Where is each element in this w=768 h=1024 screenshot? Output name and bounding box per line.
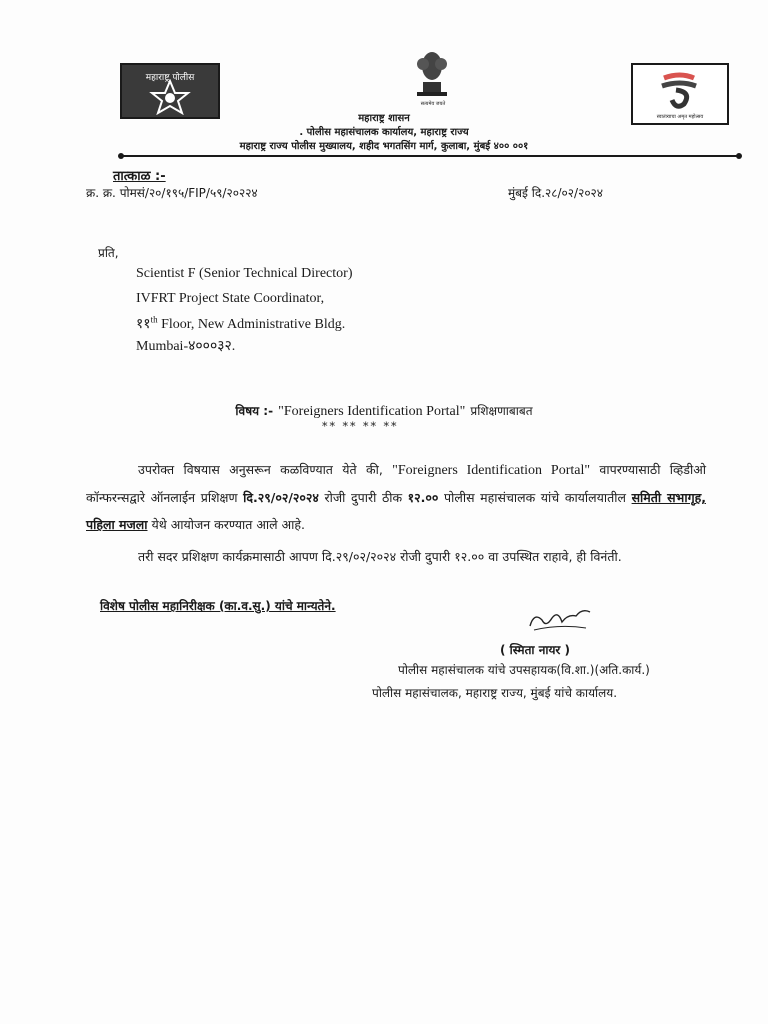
body-paragraph-2: तरी सदर प्रशिक्षण कार्यक्रमासाठी आपण दि.२९/०२/२०२४ रोजी दुपारी १२.०० वा उपस्थित राहावे, ही विनंती. [138,549,622,564]
recipient-line-4: Mumbai-४०००३२. [136,339,236,354]
subject-portal: "Foreigners Identification Portal" [278,404,466,419]
recipient-line-1: Scientist F (Senior Technical Director) [136,266,353,281]
emblem-motto: सत्यमेव जयते [420,101,446,107]
letterhead-office: . पोलीस महासंचालक कार्यालय, महाराष्ट्र राज्य [299,127,469,138]
recipient-line-3: ११th Floor, New Administrative Bldg. [136,314,346,332]
letterhead-address: महाराष्ट्र राज्य पोलीस मुख्यालय, शहीद भगतसिंग मार्ग, कुलाबा, मुंबई ४०० ००१ [239,141,529,152]
divider-dot-right [736,153,742,159]
training-time: १२.०० [407,490,439,505]
divider-dot-left [118,153,124,159]
letter-date: मुंबई दि.२८/०२/२०२४ [508,186,604,200]
subject-label: विषय :- [235,404,274,418]
subject-suffix: प्रशिक्षणाबाबत [470,404,533,418]
reference-number: क्र. क्र. पोमसं/२०/१९५/FIP/५९/२०२२४ [86,186,258,200]
training-date: दि.२९/०२/२०२४ [243,490,319,505]
letterhead-divider [120,155,740,157]
subject-line [0,400,768,420]
amrit-mahotsav-icon [650,70,710,110]
signatory-office: पोलीस महासंचालक, महाराष्ट्र राज्य, मुंबई यांचे कार्यालय. [372,686,618,700]
urgent-label: तात्काळ :- [113,169,166,184]
recipient-line-2: IVFRT Project State Coordinator, [136,291,325,306]
maharashtra-police-logo: महाराष्ट्र पोलीस [120,63,220,119]
handwritten-signature [524,604,594,634]
training-venue: समिती सभागृह, पहिला मजला [86,490,706,532]
subject-separator: ** ** ** ** [322,420,399,433]
national-emblem-icon [409,46,455,104]
letterhead-government: महाराष्ट्र शासन [358,113,410,124]
body-paragraph-1: उपरोक्त विषयास अनुसरून कळविण्यात येते की, "Foreigners Identification Portal" वापरण्यासाठी व्हिडीओ कॉन्फरन्सद्वारे ऑनलाईन प्रशिक्षण दि.२९/०२/२०२४ रोजी दुपारी ठीक १२.०० पोलीस महासंचालक यांचे कार्यालयातील समिती सभागृह, पहिला मजला येथे आयोजन करण्यात आले आहे. [86,462,706,532]
signatory-name: ( स्मिता नायर ) [499,643,571,657]
signatory-designation: पोलीस महासंचालक यांचे उपसहायक(वि.शा.)(अति.कार्य.) [398,663,650,677]
amrit-mahotsav-logo: स्वातंत्र्याचा अमृत महोत्सव [631,63,729,125]
approval-note: विशेष पोलीस महानिरीक्षक (का.व.सु.) यांचे मान्यतेने. [100,599,336,613]
to-label: प्रति, [98,246,119,260]
